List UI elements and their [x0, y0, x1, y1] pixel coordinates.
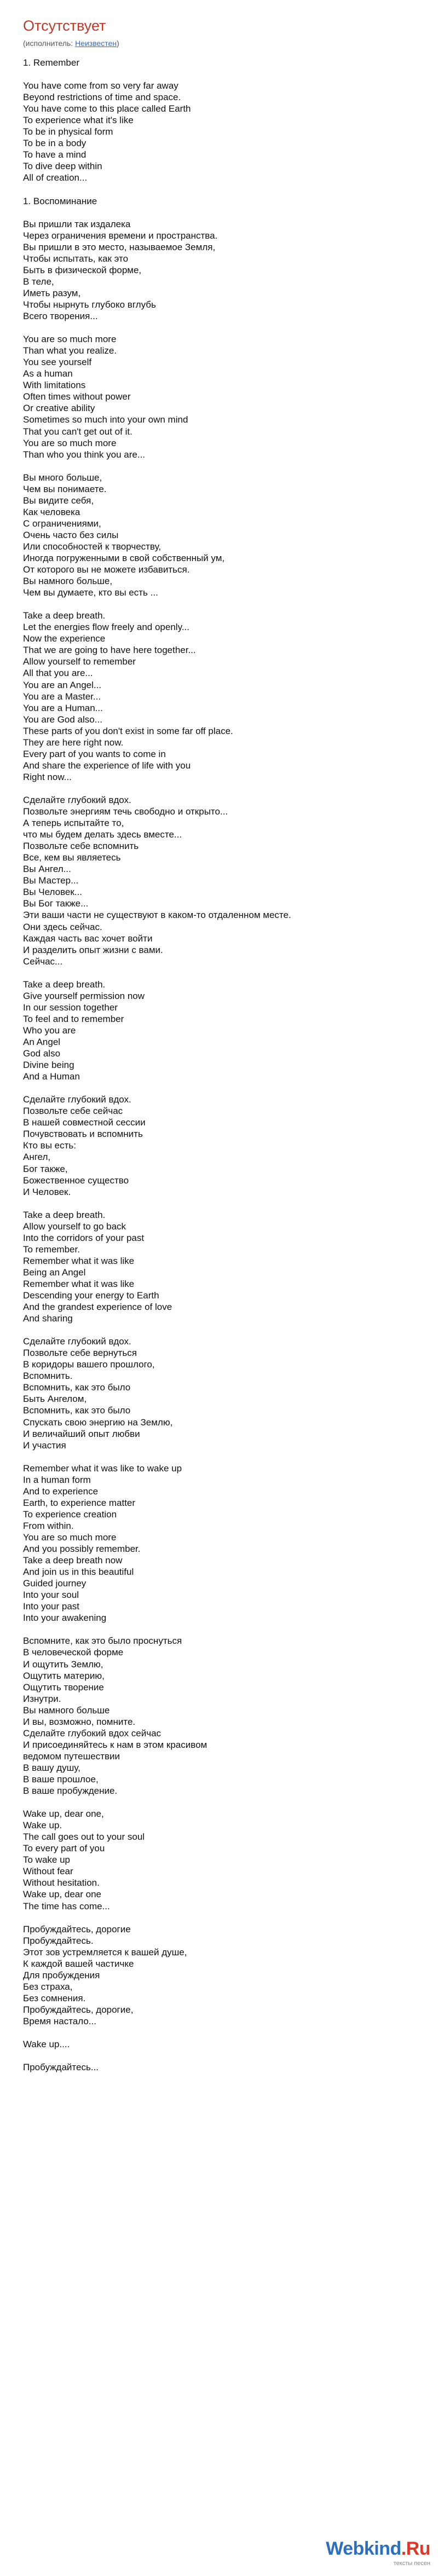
lyrics-line: Эти ваши части не существуют в каком-то отдаленном месте.: [23, 910, 291, 921]
lyrics-line: Как человека: [23, 506, 80, 517]
lyrics-line: To feel and to remember: [23, 1013, 124, 1024]
lyrics-line: Вспомнить, как это было: [23, 1382, 131, 1393]
lyrics-line: Божественное существо: [23, 1175, 129, 1186]
lyrics-blank-line: [23, 967, 428, 979]
lyrics-line: To be in a body: [23, 138, 87, 149]
lyrics-line: В вашу душу,: [23, 1762, 80, 1773]
lyrics-line: Wake up.: [23, 1820, 62, 1831]
lyrics-line: Позвольте себе вспомнить: [23, 841, 139, 852]
lyrics-line: Сделайте глубокий вдох.: [23, 795, 131, 805]
lyrics-text: [23, 57, 428, 2073]
lyrics-line: Often times without power: [23, 391, 131, 402]
lyrics-line: Вы Человек...: [23, 887, 82, 898]
lyrics-line: И вы, возможно, помните.: [23, 1716, 136, 1727]
lyrics-line: Они здесь сейчас.: [23, 921, 102, 932]
lyrics-line: 1. Воспоминание: [23, 195, 97, 206]
lyrics-line: В теле,: [23, 276, 54, 287]
lyrics-line: All that you are...: [23, 668, 93, 679]
lyrics-line: Remember what it was like to wake up: [23, 1463, 182, 1474]
lyrics-line: Для пробуждения: [23, 1969, 100, 1980]
lyrics-line: Чем вы понимаете.: [23, 483, 107, 494]
lyrics-line: Или способностей к творчеству,: [23, 541, 162, 552]
lyrics-line: Всего творения...: [23, 311, 98, 322]
lyrics-line: To dive deep within: [23, 161, 102, 172]
lyrics-line: Вспомнить, как это было: [23, 1405, 131, 1416]
lyrics-line: Allow yourself to go back: [23, 1221, 126, 1232]
song-header: [23, 16, 428, 48]
lyrics-line: Guided journey: [23, 1578, 87, 1589]
lyrics-blank-line: [23, 1797, 428, 1808]
lyrics-line: You are a Human...: [23, 702, 103, 713]
lyrics-line: All of creation...: [23, 172, 88, 183]
lyrics-line: They are here right now.: [23, 737, 124, 748]
lyrics-blank-line: [23, 68, 428, 80]
lyrics-line: That we are going to have here together...: [23, 645, 196, 656]
lyrics-line: Wake up, dear one,: [23, 1809, 104, 1820]
lyrics-blank-line: [23, 2050, 428, 2061]
lyrics-line: Beyond restrictions of time and space.: [23, 92, 181, 103]
artist-link[interactable]: Неизвестен: [75, 39, 117, 48]
lyrics-blank-line: [23, 1082, 428, 1094]
artist-suffix: ): [117, 39, 119, 48]
lyrics-blank-line: [23, 1324, 428, 1336]
lyrics-line: В ваше прошлое,: [23, 1774, 99, 1784]
lyrics-line: And a Human: [23, 1071, 80, 1082]
lyrics-line: In a human form: [23, 1474, 91, 1485]
lyrics-line: Иногда погруженными в свой собственный ум,: [23, 553, 225, 564]
lyrics-line: Вы Ангел...: [23, 864, 71, 875]
lyrics-line: To remember.: [23, 1244, 80, 1255]
lyrics-line: Ощутить материю,: [23, 1670, 105, 1681]
lyrics-line: В коридоры вашего прошлого,: [23, 1359, 155, 1370]
lyrics-line: God also: [23, 1048, 61, 1059]
lyrics-line: Into your awakening: [23, 1613, 107, 1624]
lyrics-line: Every part of you wants to come in: [23, 748, 166, 759]
lyrics-line: Into the corridors of your past: [23, 1232, 145, 1243]
lyrics-line: Позвольте себе сейчас: [23, 1106, 123, 1117]
lyrics-line: Being an Angel: [23, 1267, 86, 1278]
lyrics-blank-line: [23, 1451, 428, 1463]
lyrics-line: К каждой вашей частичке: [23, 1958, 134, 1969]
lyrics-line: Время настало...: [23, 2015, 96, 2026]
lyrics-line: And sharing: [23, 1313, 73, 1324]
lyrics-line: Вы Мастер...: [23, 875, 79, 886]
lyrics-line: Вы видите себя,: [23, 495, 94, 506]
lyrics-line: Позвольте себе вернуться: [23, 1348, 137, 1359]
lyrics-line: An Angel: [23, 1036, 61, 1047]
lyrics-line: Почувствовать и вспомнить: [23, 1129, 143, 1140]
lyrics-line: In our session together: [23, 1002, 118, 1013]
lyrics-line: Without fear: [23, 1866, 73, 1877]
lyrics-line: Пробуждайтесь, дорогие,: [23, 2004, 134, 2015]
lyrics-line: Descending your energy to Earth: [23, 1290, 159, 1301]
lyrics-line: Вы пришли так издалека: [23, 218, 131, 229]
lyrics-line: Wake up....: [23, 2039, 70, 2050]
lyrics-line: And share the experience of life with you: [23, 760, 191, 771]
lyrics-line: Sometimes so much into your own mind: [23, 414, 188, 425]
lyrics-line: To experience what it's like: [23, 115, 134, 126]
lyrics-line: Спускать свою энергию на Землю,: [23, 1417, 173, 1428]
lyrics-line: The call goes out to your soul: [23, 1832, 145, 1843]
lyrics-line: Ощутить творение: [23, 1682, 104, 1693]
lyrics-blank-line: [23, 598, 428, 610]
lyrics-line: Пробуждайтесь...: [23, 2062, 99, 2073]
lyrics-blank-line: [23, 1912, 428, 1924]
lyrics-line: Вы много больше,: [23, 472, 102, 483]
lyrics-line: От которого вы не можете избавиться.: [23, 564, 190, 575]
lyrics-line: что мы будем делать здесь вместе...: [23, 829, 182, 840]
lyrics-line: Or creative ability: [23, 403, 95, 414]
lyrics-line: Этот зов устремляется к вашей душе,: [23, 1947, 187, 1957]
lyrics-blank-line: [23, 1198, 428, 1209]
lyrics-line: ведомом путешествии: [23, 1751, 120, 1761]
lyrics-line: Than who you think you are...: [23, 449, 146, 460]
lyrics-line: Вы намного больше,: [23, 576, 113, 587]
lyrics-line: Вспомните, как это было проснуться: [23, 1636, 182, 1647]
lyrics-line: И ощутить Землю,: [23, 1659, 103, 1670]
lyrics-line: Give yourself permission now: [23, 990, 145, 1001]
lyrics-line: В нашей совместной сессии: [23, 1117, 146, 1128]
lyrics-line: And the grandest experience of love: [23, 1302, 172, 1313]
lyrics-line: Into your soul: [23, 1590, 79, 1601]
song-title: Отсутствует: [23, 18, 106, 34]
lyrics-line: И Человек.: [23, 1186, 71, 1197]
lyrics-line: Сделайте глубокий вдох.: [23, 1094, 131, 1105]
lyrics-line: Сделайте глубокий вдох сейчас: [23, 1728, 162, 1738]
lyrics-line: From within.: [23, 1520, 74, 1531]
lyrics-line: 1. Remember: [23, 57, 79, 68]
logo-main-text: Webkind: [326, 2538, 401, 2559]
lyrics-line: These parts of you don't exist in some far off place.: [23, 725, 233, 736]
lyrics-blank-line: [23, 207, 428, 218]
lyrics-line: Все, кем вы являетесь: [23, 852, 121, 863]
lyrics-line: The time has come...: [23, 1901, 110, 1911]
lyrics-line: Позвольте энергиям течь свободно и открыто...: [23, 806, 228, 817]
lyrics-line: With limitations: [23, 380, 86, 391]
lyrics-line: И величайший опыт любви: [23, 1428, 140, 1439]
artist-line: [23, 38, 428, 48]
lyrics-line: You have come to this place called Earth: [23, 103, 191, 114]
lyrics-line: Earth, to experience matter: [23, 1497, 136, 1508]
lyrics-line: That you can't get out of it.: [23, 426, 132, 437]
lyrics-line: Now the experience: [23, 633, 106, 644]
lyrics-line: Take a deep breath.: [23, 610, 106, 621]
lyrics-line: Вспомнить.: [23, 1371, 73, 1382]
site-logo[interactable]: [321, 2538, 430, 2560]
lyrics-line: Take a deep breath.: [23, 979, 106, 990]
lyrics-line: Быть в физической форме,: [23, 264, 142, 275]
lyrics-line: To be in physical form: [23, 126, 113, 137]
lyrics-line: You are so much more: [23, 1532, 117, 1543]
lyrics-line: Сейчас...: [23, 956, 63, 967]
lyrics-line: Без сомнения.: [23, 1992, 86, 2003]
lyrics-line: Divine being: [23, 1060, 74, 1071]
lyrics-blank-line: [23, 1624, 428, 1635]
lyrics-line: You have come from so very far away: [23, 80, 178, 91]
lyrics-line: В ваше пробуждение.: [23, 1786, 118, 1797]
lyrics-line: Into your past: [23, 1601, 80, 1612]
lyrics-line: Remember what it was like: [23, 1278, 135, 1289]
lyrics-line: С ограничениями,: [23, 518, 101, 529]
lyrics-blank-line: [23, 184, 428, 195]
lyrics-line: Через ограничения времени и пространства.: [23, 230, 218, 241]
lyrics-line: А теперь испытайте то,: [23, 818, 124, 829]
lyrics-line: Take a deep breath now: [23, 1555, 123, 1566]
lyrics-line: Быть Ангелом,: [23, 1394, 87, 1405]
lyrics-line: And join us in this beautiful: [23, 1567, 134, 1578]
lyrics-line: Каждая часть вас хочет войти: [23, 933, 153, 944]
lyrics-line: В человеческой форме: [23, 1647, 124, 1658]
lyrics-line: Ангел,: [23, 1152, 51, 1163]
lyrics-line: Wake up, dear one: [23, 1889, 102, 1900]
lyrics-line: You are an Angel...: [23, 679, 102, 690]
lyrics-line: Вы пришли в это место, называемое Земля,: [23, 241, 216, 252]
lyrics-line: Изнутри.: [23, 1693, 61, 1704]
lyrics-line: Без страха,: [23, 1981, 73, 1992]
lyrics-line: Take a deep breath.: [23, 1209, 106, 1220]
lyrics-line: Чтобы нырнуть глубоко вглубь: [23, 299, 156, 310]
lyrics-line: Вы Бог также...: [23, 898, 89, 909]
lyrics-line: Сделайте глубокий вдох.: [23, 1336, 131, 1347]
lyrics-blank-line: [23, 460, 428, 472]
lyrics-line: Пробуждайтесь, дорогие: [23, 1924, 131, 1934]
lyrics-line: You are so much more: [23, 437, 117, 448]
lyrics-line: И разделить опыт жизни с вами.: [23, 944, 163, 955]
lyrics-line: И присоединяйтесь к нам в этом красивом: [23, 1739, 208, 1750]
lyrics-line: Remember what it was like: [23, 1255, 135, 1266]
lyrics-line: You are so much more: [23, 334, 117, 345]
lyrics-line: И участия: [23, 1440, 66, 1451]
lyrics-blank-line: [23, 2027, 428, 2038]
lyrics-line: Чтобы испытать, как это: [23, 253, 129, 264]
lyrics-line: Right now...: [23, 771, 72, 782]
lyrics-line: Allow yourself to remember: [23, 656, 136, 667]
logo-accent-text: .Ru: [401, 2538, 430, 2559]
lyrics-line: And you possibly remember.: [23, 1544, 141, 1555]
lyrics-line: Let the energies flow freely and openly...: [23, 622, 189, 633]
site-tagline: тексты песен: [393, 2560, 430, 2567]
lyrics-line: You are God also...: [23, 714, 102, 725]
lyrics-line: As a human: [23, 368, 73, 379]
lyrics-blank-line: [23, 783, 428, 794]
lyrics-line: To every part of you: [23, 1843, 105, 1854]
lyrics-line: To experience creation: [23, 1509, 117, 1520]
lyrics-line: Than what you realize.: [23, 345, 117, 356]
lyrics-line: Очень часто без силы: [23, 529, 119, 540]
lyrics-line: You see yourself: [23, 357, 92, 368]
lyrics-line: Вы намного больше: [23, 1705, 110, 1716]
lyrics-line: Иметь разум,: [23, 287, 81, 298]
lyrics-line: Кто вы есть:: [23, 1140, 76, 1151]
lyrics-line: Бог также,: [23, 1163, 68, 1174]
lyrics-blank-line: [23, 322, 428, 333]
site-footer: [321, 2538, 430, 2571]
lyrics-line: Who you are: [23, 1025, 76, 1036]
lyrics-line: To wake up: [23, 1855, 70, 1865]
lyrics-line: Пробуждайтесь.: [23, 1935, 94, 1946]
artist-prefix: (исполнитель:: [23, 39, 76, 48]
lyrics-line: And to experience: [23, 1486, 99, 1497]
lyrics-line: To have a mind: [23, 149, 87, 160]
lyrics-line: You are a Master...: [23, 691, 101, 702]
lyrics-line: Чем вы думаете, кто вы есть ...: [23, 587, 158, 598]
lyrics-line: Without hesitation.: [23, 1878, 100, 1888]
